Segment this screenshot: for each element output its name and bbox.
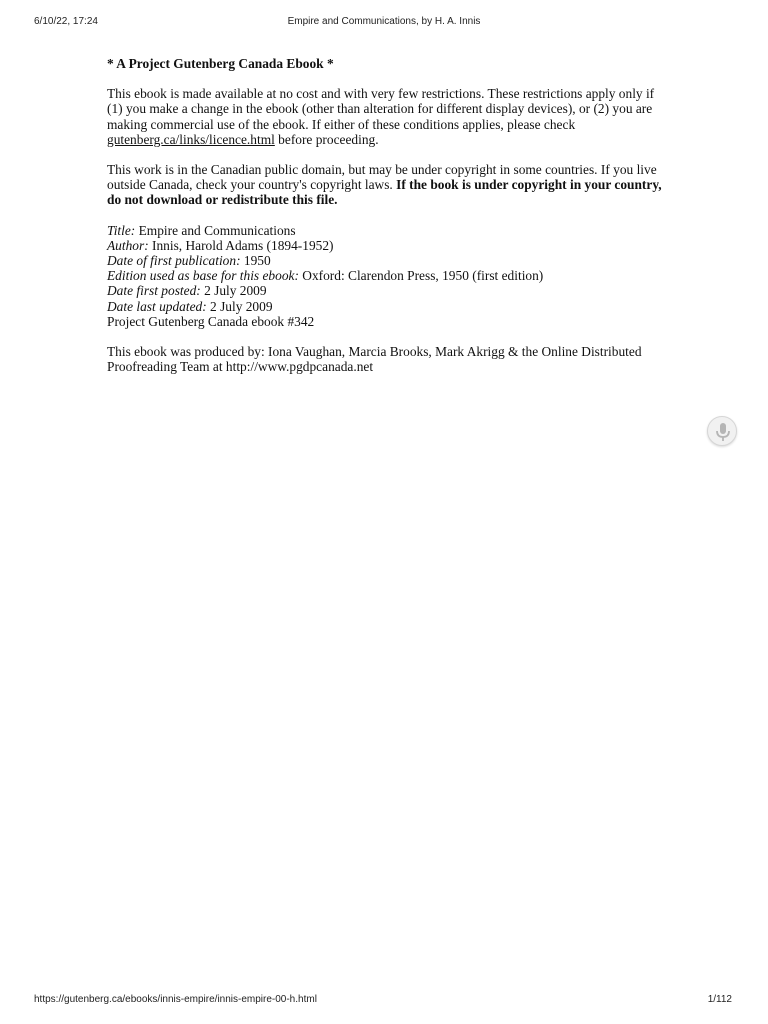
meta-author	[107, 238, 667, 253]
meta-first-posted	[107, 283, 667, 298]
meta-ebook-number: Project Gutenberg Canada ebook #342	[107, 313, 315, 329]
meta-last-updated	[107, 299, 667, 314]
meta-label: Date last updated:	[107, 298, 207, 314]
licence-paragraph	[107, 86, 667, 147]
credits-paragraph: This ebook was produced by: Iona Vaughan, Marcia Brooks, Mark Akrigg & the Online Distributed Proofreading Team at http://www.pgdpcanada.net	[107, 344, 642, 375]
print-url: https://gutenberg.ca/ebooks/innis-empire/innis-empire-00-h.html	[34, 994, 317, 1005]
copyright-paragraph	[107, 162, 667, 208]
meta-label: Title:	[107, 222, 136, 238]
meta-value: Oxford: Clarendon Press, 1950 (first edition)	[298, 268, 544, 284]
voice-input-button[interactable]	[707, 416, 737, 446]
metadata-block	[107, 223, 667, 329]
ebook-heading: * A Project Gutenberg Canada Ebook *	[107, 56, 334, 71]
meta-label: Edition used as base for this ebook:	[107, 268, 299, 284]
meta-value: 1950	[240, 253, 271, 269]
print-page-title: Empire and Communications, by H. A. Innis	[287, 16, 481, 27]
licence-link[interactable]: gutenberg.ca/links/licence.html	[107, 131, 275, 147]
meta-label: Author:	[107, 237, 149, 253]
meta-label: Date of first publication:	[107, 253, 241, 269]
print-datetime: 6/10/22, 17:24	[34, 16, 98, 27]
meta-title	[107, 223, 667, 238]
print-footer	[0, 994, 768, 1008]
meta-value: 2 July 2009	[206, 298, 273, 314]
meta-value: 2 July 2009	[200, 283, 267, 299]
microphone-icon	[714, 422, 732, 442]
copyright-text: This work is in the Canadian public domain, but may be under copyright in some countries. If you live outside Canada, check your country's copyright laws.	[107, 162, 657, 193]
meta-first-publication	[107, 253, 667, 268]
meta-value: Empire and Communications	[135, 222, 296, 238]
document-body	[107, 56, 667, 389]
print-header	[0, 16, 768, 30]
page-number: 1/112	[707, 994, 732, 1005]
copyright-warning: If the book is under copyright in your country, do not download or redistribute this file.	[107, 177, 662, 208]
meta-label: Date first posted:	[107, 283, 201, 299]
licence-text-before: This ebook is made available at no cost and with very few restrictions. These restrictions apply only if (1) you make a change in the ebook (other than alteration for different display devices), or (2) you are making commercial use of the ebook. If either of these conditions applies, please check	[107, 86, 655, 132]
meta-edition	[107, 268, 667, 283]
meta-value: Innis, Harold Adams (1894-1952)	[148, 237, 334, 253]
licence-text-after: before proceeding.	[274, 131, 379, 147]
